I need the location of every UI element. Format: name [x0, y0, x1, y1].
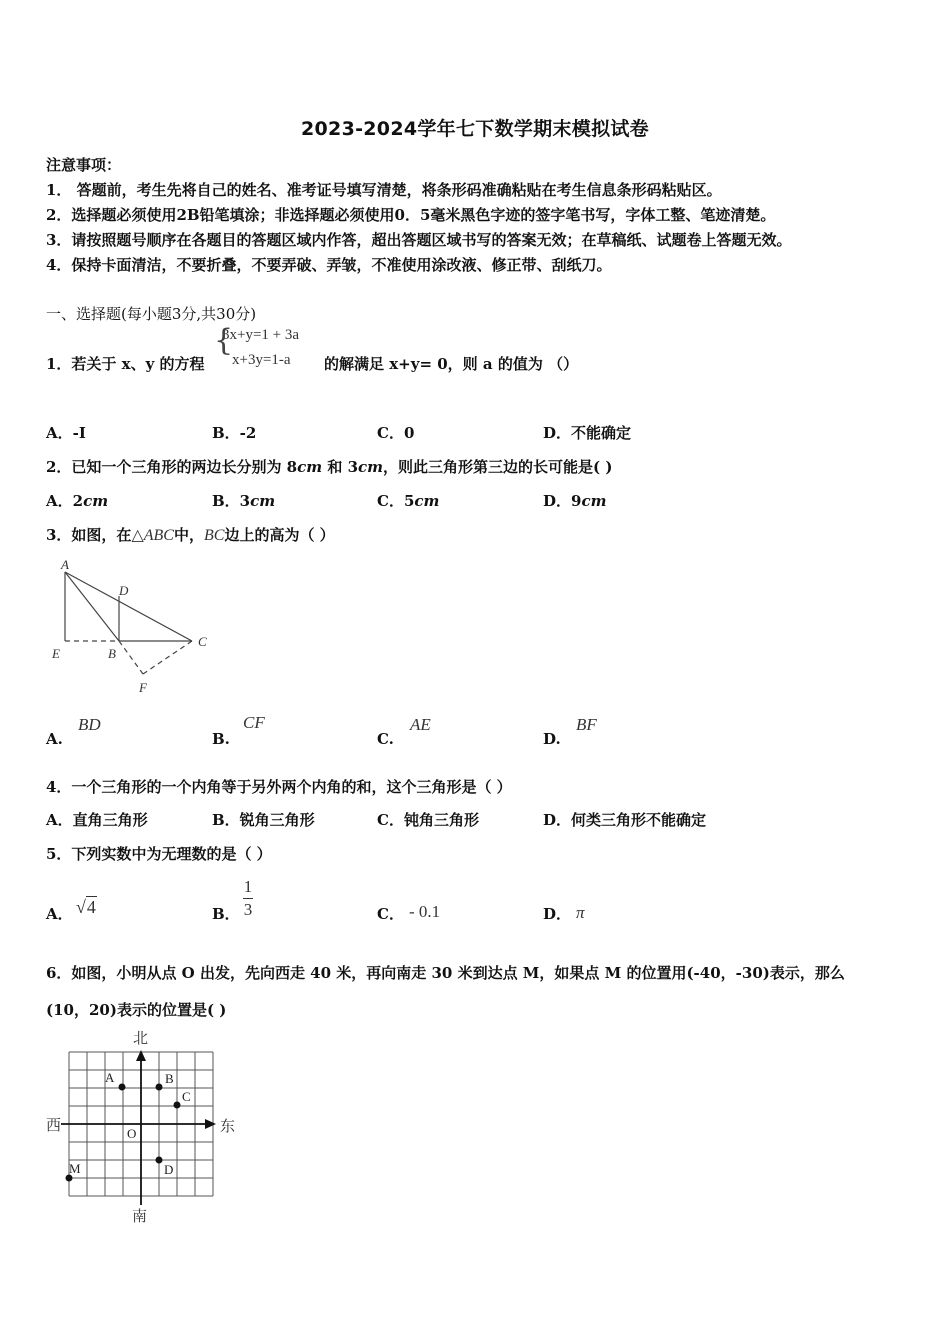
q2-option-b-unit: cm — [250, 492, 276, 510]
q3-option-b[interactable]: B. — [212, 730, 230, 748]
q2-option-d-unit: cm — [581, 492, 607, 510]
q1-eq2: x+3y=1-a — [232, 352, 291, 368]
q3-text-b: 中， — [173, 526, 204, 544]
q2-text — [46, 456, 612, 477]
q2-unit-2: cm — [358, 458, 384, 476]
q5-frac-numerator: 1 — [243, 877, 253, 896]
q2-unit-1: cm — [297, 458, 323, 476]
notice-item-4: 4．保持卡面清洁，不要折叠，不要弄破、弄皱，不准使用涂改液、修正带、刮纸刀。 — [46, 256, 612, 274]
q1-option-a[interactable]: A．-I — [46, 424, 86, 442]
q5-text: 5．下列实数中为无理数的是（ ） — [46, 845, 272, 863]
q3-label-f: F — [139, 680, 147, 695]
q3-line-bf-dashed — [119, 641, 143, 674]
q5-option-c[interactable]: C． — [377, 905, 404, 923]
q3-label-a: A — [61, 557, 69, 572]
q3-option-c[interactable]: C. — [377, 730, 394, 748]
q2-option-d-label: D．9 — [543, 492, 582, 510]
q2-option-b[interactable] — [212, 490, 275, 511]
q5-option-b-value — [243, 877, 253, 920]
q3-option-d-value: BF — [576, 715, 597, 734]
q5-option-d-value: π — [576, 903, 585, 922]
q1-prefix: 1．若关于 x、y 的方程 — [46, 355, 205, 373]
q3-label-c: C — [198, 634, 207, 649]
q6-line-1: 6．如图，小明从点 O 出发，先向西走 40 米，再向南走 30 米到达点 M，如果点 M 的位置用(-40，-30)表示，那么 — [46, 964, 845, 982]
q4-option-c[interactable]: C．钝角三角形 — [377, 811, 479, 829]
q3-label-e: E — [52, 646, 60, 661]
q1-option-d[interactable]: D．不能确定 — [543, 424, 632, 442]
q2-option-c-unit: cm — [414, 492, 440, 510]
q2-text-a: 2．已知一个三角形的两边长分别为 8 — [46, 458, 298, 476]
q3-line-ac — [65, 572, 192, 641]
q2-option-a[interactable] — [46, 490, 108, 511]
q4-text: 4．一个三角形的一个内角等于另外两个内角的和，这个三角形是（ ） — [46, 778, 512, 796]
point-m-label: M — [69, 1161, 81, 1176]
q3-line-fc-dashed — [143, 641, 192, 674]
notice-item-2: 2．选择题必须使用2B铅笔填涂；非选择题必须使用0．5毫米黑色字迹的签字笔书写，字体工整、笔迹清楚。 — [46, 206, 776, 224]
q3-option-b-value: CF — [243, 713, 265, 732]
q5-option-b[interactable]: B． — [212, 905, 240, 923]
q3-option-c-value: AE — [410, 715, 431, 734]
point-b-label: B — [165, 1071, 174, 1086]
q5-option-a-value — [76, 897, 97, 918]
q1-eq1: 3x+y=1 + 3a — [222, 327, 300, 343]
q4-option-a[interactable]: A．直角三角形 — [46, 811, 148, 829]
q3-text-a: 3．如图，在 — [46, 526, 132, 544]
east-label: 东 — [220, 1119, 236, 1135]
q3-line-ab — [65, 572, 119, 641]
q3-option-a-value: BD — [78, 715, 101, 734]
q1-option-b[interactable]: B．-2 — [212, 424, 257, 442]
q2-option-a-label: A．2 — [46, 492, 84, 510]
q5-option-c-value: - 0.1 — [409, 902, 441, 921]
point-c-label: C — [182, 1089, 191, 1104]
q3-text — [46, 524, 335, 545]
sqrt-icon: √ — [76, 897, 86, 917]
q5-frac-denominator: 3 — [243, 900, 253, 919]
q2-option-c[interactable] — [377, 490, 439, 511]
q6-grid-figure — [40, 1025, 250, 1230]
q3-label-d: D — [119, 583, 129, 598]
notice-item-1: 1． 答题前，考生先将自己的姓名、准考证号填写清楚，将条形码准确粘贴在考生信息条形码粘贴区。 — [46, 181, 722, 199]
q1-option-c[interactable]: C．0 — [377, 424, 415, 442]
q2-option-a-unit: cm — [83, 492, 109, 510]
page-title: 2023-2024学年七下数学期末模拟试卷 — [301, 118, 649, 140]
q1-brace: { — [214, 323, 234, 358]
q4-option-b[interactable]: B．锐角三角形 — [212, 811, 315, 829]
q2-option-d[interactable] — [543, 490, 606, 511]
point-c-dot — [174, 1102, 181, 1109]
q2-text-b: 和 3 — [322, 458, 359, 476]
q5-frac-bar — [243, 898, 253, 899]
point-o-label: O — [127, 1126, 137, 1141]
q2-option-c-label: C．5 — [377, 492, 415, 510]
south-label: 南 — [132, 1209, 148, 1225]
notice-item-3: 3．请按照题号顺序在各题目的答题区域内作答，超出答题区域书写的答案无效；在草稿纸、试题卷上答题无效。 — [46, 231, 792, 249]
q3-label-b: B — [108, 646, 116, 661]
q2-text-c: ，则此三角形第三边的长可能是( ) — [383, 458, 613, 476]
point-a-label: A — [105, 1070, 115, 1085]
q2-option-b-label: B．3 — [212, 492, 251, 510]
point-a-dot — [119, 1084, 126, 1091]
q6-line-2: (10，20)表示的位置是( ) — [46, 1001, 227, 1019]
q1-suffix: 的解满足 x+y= 0，则 a 的值为 （） — [324, 355, 579, 373]
q4-option-d[interactable]: D．何类三角形不能确定 — [543, 811, 707, 829]
q3-text-c: 边上的高为（ ） — [224, 526, 335, 544]
q3-option-d[interactable]: D. — [543, 730, 561, 748]
north-label: 北 — [133, 1031, 149, 1047]
q3-bc: BC — [204, 527, 225, 544]
q3-triangle-figure — [46, 556, 226, 696]
q3-triangle: △ABC — [131, 527, 174, 544]
east-arrow-icon — [205, 1119, 216, 1129]
notice-heading: 注意事项： — [46, 156, 122, 174]
point-d-label: D — [164, 1162, 174, 1177]
point-b-dot — [156, 1084, 163, 1091]
q3-option-a[interactable]: A. — [46, 730, 63, 748]
q5-sqrt-radicand: 4 — [86, 897, 96, 917]
point-d-dot — [156, 1157, 163, 1164]
section-heading: 一、选择题(每小题3分,共30分) — [46, 305, 257, 323]
q5-option-d[interactable]: D． — [543, 905, 572, 923]
west-label: 西 — [46, 1118, 62, 1134]
q5-option-a[interactable]: A． — [46, 905, 73, 923]
